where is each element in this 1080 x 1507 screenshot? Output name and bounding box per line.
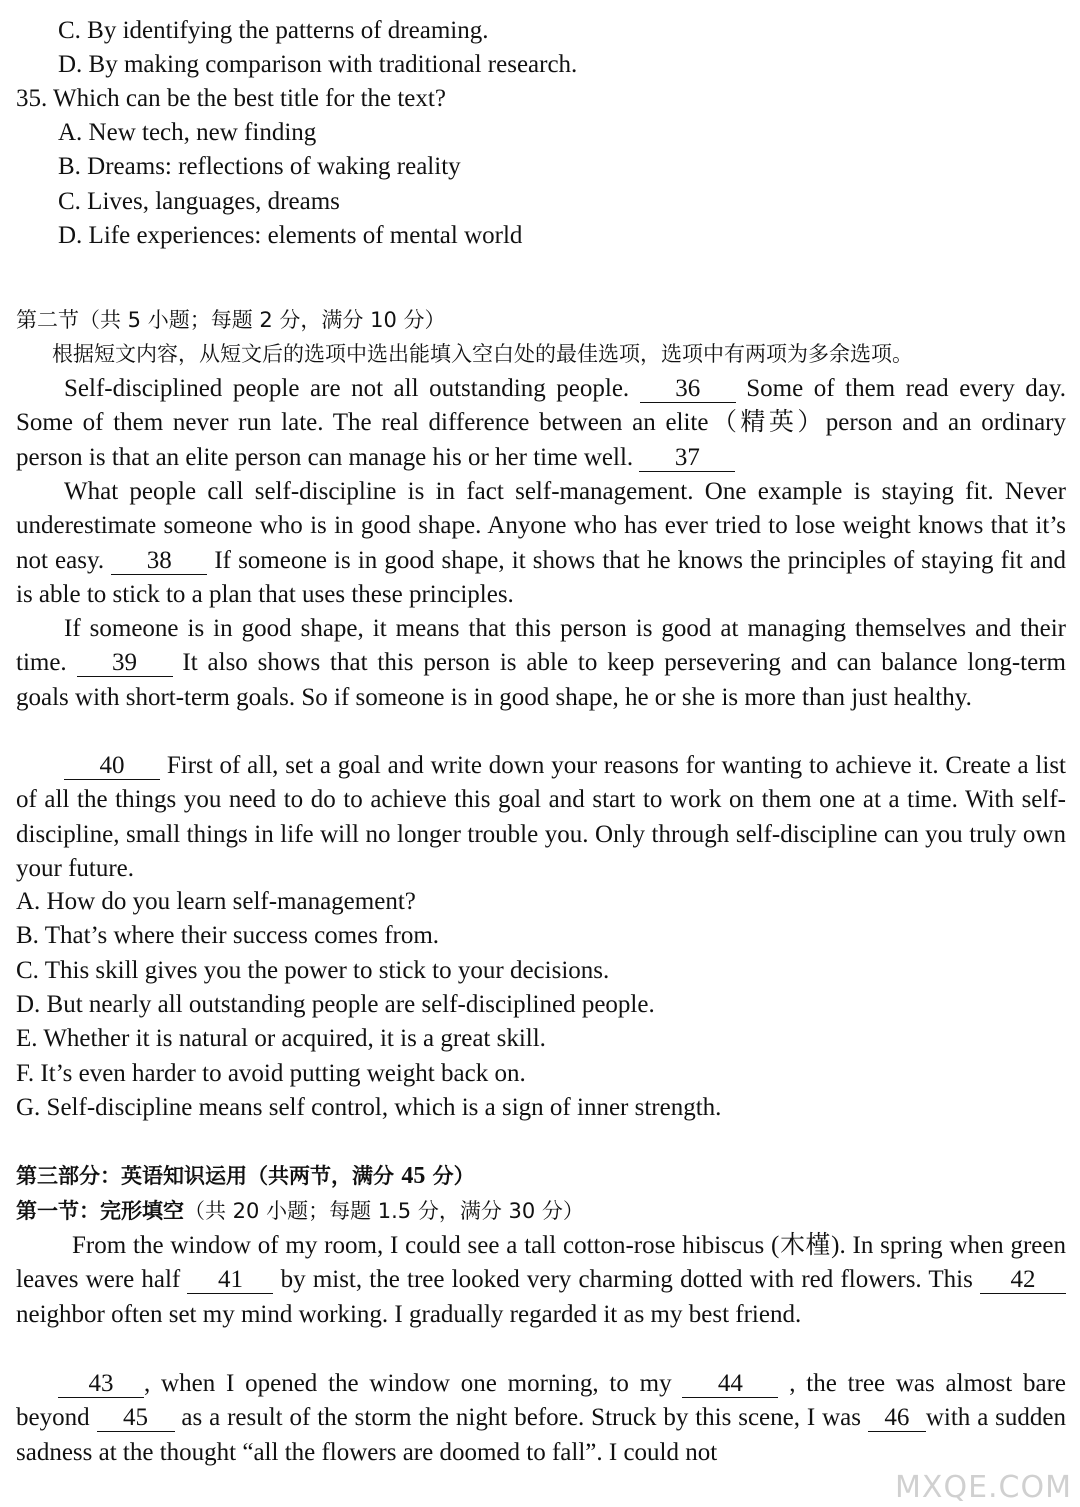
blank-42[interactable]: 42	[980, 1267, 1066, 1294]
passage-paragraph-1: Self-disciplined people are not all outstanding people. 36 Some of them read every day. Some of them never run late. The real difference between an elite（精英）person and an ordinary person is that an elite person can manage his or her time well. 37	[16, 375, 1066, 471]
q35-option-d: D. Life experiences: elements of mental world	[58, 222, 523, 249]
answer-option-f: F. It’s even harder to avoid putting weight back on.	[16, 1060, 526, 1087]
site-watermark: MXQE.COM	[895, 1470, 1072, 1505]
passage-paragraph-2: What people call self-discipline is in fact self-management. One example is staying fit. Never underestimate someone who is in good shape. Anyone who has ever tried to lose weight knows that it’s not easy. 38 If someone is in good shape, it shows that he knows the principles of staying fit and is able to stick to a plan that uses these principles.	[16, 478, 1067, 608]
q35-stem: 35. Which can be the best title for the text?	[16, 85, 446, 112]
section2-heading: 第二节（共 5 小题；每题 2 分，满分 10 分）	[16, 308, 446, 332]
answer-option-c: C. This skill gives you the power to stick to your decisions.	[16, 957, 610, 984]
q35-option-c: C. Lives, languages, dreams	[58, 188, 340, 215]
blank-45[interactable]: 45	[97, 1405, 175, 1432]
blank-37[interactable]: 37	[639, 445, 735, 472]
blank-44[interactable]: 44	[682, 1371, 778, 1398]
blank-38[interactable]: 38	[111, 548, 207, 575]
passage-paragraph-4: 40 First of all, set a goal and write down your reasons for wanting to achieve it. Create a list of all the things you need to do to achieve this goal and start to work on them one at a time. With self-discipline, small things in life will no longer trouble you. Only through self-discipline can you truly own your future.	[16, 752, 1067, 882]
blank-39[interactable]: 39	[77, 650, 173, 677]
blank-43[interactable]: 43	[58, 1371, 144, 1398]
answer-option-a: A. How do you learn self-management?	[16, 888, 416, 915]
answer-option-g: G. Self-discipline means self control, which is a sign of inner strength.	[16, 1094, 722, 1121]
q35-option-b: B. Dreams: reflections of waking reality	[58, 153, 461, 180]
section2-instruction: 根据短文内容，从短文后的选项中选出能填入空白处的最佳选项，选项中有两项为多余选项。	[52, 342, 913, 366]
cloze-paragraph-1: From the window of my room, I could see a tall cotton-rose hibiscus (木槿). In spring when green leaves were half 41 by mist, the tree looked very charming dotted with red flowers. This 42 neighbor often set my mind working. I gradually regarded it as my best friend.	[16, 1232, 1066, 1328]
q35-option-a: A. New tech, new finding	[58, 119, 317, 146]
answer-option-e: E. Whether it is natural or acquired, it is a great skill.	[16, 1025, 546, 1052]
passage-paragraph-3: If someone is in good shape, it means that this person is good at managing themselves and their time. 39 It also shows that this person is able to keep persevering and can balance long-term goals with short-term goals. So if someone is in good shape, he or she is more than just healthy.	[16, 615, 1066, 711]
q34-option-d: D. By making comparison with traditional research.	[58, 51, 578, 78]
answer-option-b: B. That’s where their success comes from.	[16, 922, 440, 949]
blank-46[interactable]: 46	[868, 1405, 926, 1432]
answer-option-d: D. But nearly all outstanding people are self-disciplined people.	[16, 991, 655, 1018]
blank-40[interactable]: 40	[64, 753, 160, 780]
part3-heading: 第三部分：英语知识运用（共两节，满分 45 分）	[16, 1163, 475, 1189]
q34-option-c: C. By identifying the patterns of dreaming.	[58, 17, 489, 44]
blank-41[interactable]: 41	[187, 1267, 273, 1294]
cloze-heading: 第一节：完形填空（共 20 小题；每题 1.5 分，满分 30 分）	[16, 1199, 584, 1223]
blank-36[interactable]: 36	[640, 376, 736, 403]
cloze-paragraph-2: 43 , when I opened the window one morning, to my 44 , the tree was almost bare beyond 45 as a result of the storm the night before. Struck by this scene, I was 46 with a sudden sadness at the thought “all the flowers are doomed to fall”. I could not	[16, 1370, 1067, 1466]
